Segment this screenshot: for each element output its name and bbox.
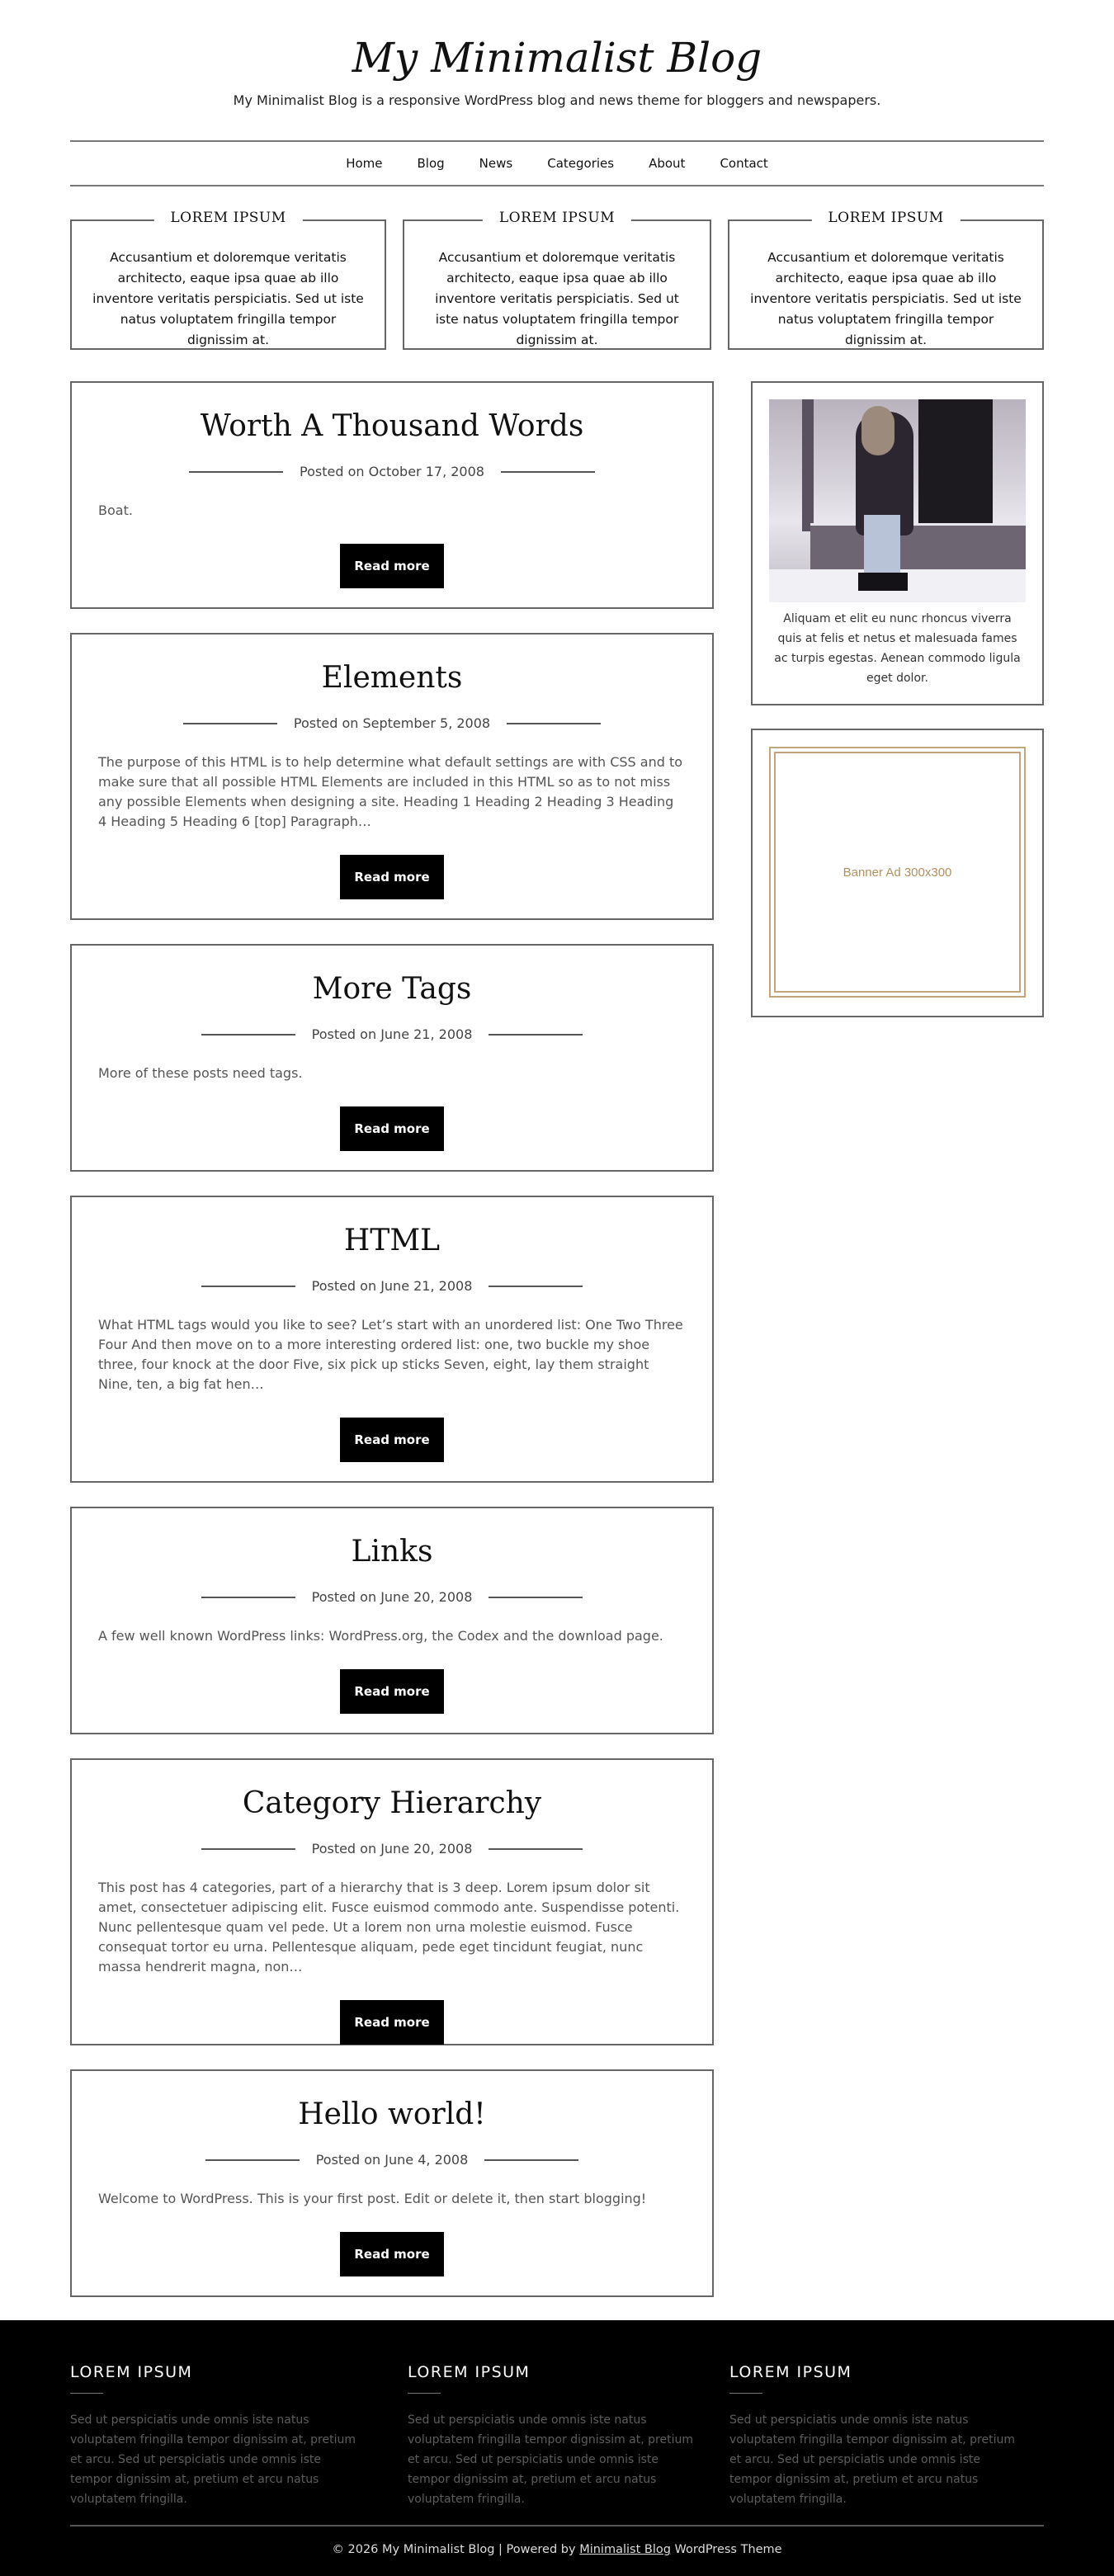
post-title[interactable]: More Tags	[312, 972, 472, 1006]
feature-title: LOREM IPSUM	[483, 210, 631, 226]
site-footer	[0, 2320, 1114, 2576]
feature-box	[70, 210, 386, 350]
banner-widget	[751, 729, 1044, 1017]
post-excerpt: Boat.	[98, 502, 133, 518]
photo-widget	[751, 381, 1044, 705]
footer-column-title: LOREM IPSUM	[408, 2363, 531, 2381]
post-meta	[72, 1589, 712, 1605]
site-title[interactable]: My Minimalist Blog	[352, 34, 762, 82]
site-description: My Minimalist Blog is a responsive WordPress blog and news theme for bloggers and newspapers.	[233, 92, 881, 108]
feature-text: Accusantium et doloremque veritatis architecto, eaque ipsa quae ab illo inventore veritatis perspiciatis. Sed ut iste natus voluptatem fringilla tempor dignissim at.	[435, 250, 679, 347]
post-title[interactable]: HTML	[343, 1224, 441, 1257]
post-title[interactable]: Links	[351, 1535, 433, 1569]
feature-title: LOREM IPSUM	[153, 210, 302, 226]
banner-ad[interactable]	[769, 747, 1026, 998]
main-nav	[70, 140, 1044, 186]
footer-column-text: Sed ut perspiciatis unde omnis iste natus voluptatem fringilla tempor dignissim at, pretium et arcu. Sed ut perspiciatis unde omnis iste tempor dignissim at, pretium et arcu natus voluptatem fringilla.	[408, 2413, 693, 2506]
nav-item-news[interactable]: News	[479, 156, 513, 171]
post-excerpt: The purpose of this HTML is to help determine what default settings are with CSS and to make sure that all possible HTML Elements are included in this HTML so as to not miss any possible Elements when designing a site. Heading 1 Heading 2 Heading 3 Heading 4 Heading 5 Heading 6 [top] Paragraph…	[98, 754, 683, 829]
post-date: Posted on June 20, 2008	[311, 1841, 473, 1857]
read-more-button[interactable]: Read more	[340, 1106, 444, 1151]
post-date: Posted on September 5, 2008	[293, 715, 491, 731]
post-title[interactable]: Hello world!	[298, 2097, 486, 2131]
read-more-button[interactable]: Read more	[340, 2232, 444, 2276]
post-title[interactable]: Worth A Thousand Words	[200, 409, 584, 443]
nav-item-categories[interactable]: Categories	[547, 156, 615, 171]
copyright-prefix: © 2026 My Minimalist Blog | Powered by	[332, 2543, 576, 2556]
nav-item-about[interactable]: About	[649, 156, 686, 171]
nav-item-contact[interactable]: Contact	[720, 156, 768, 171]
nav-item-home[interactable]: Home	[346, 156, 383, 171]
post-meta	[72, 1026, 712, 1042]
post-meta	[72, 1278, 712, 1294]
footer-column	[729, 2363, 1018, 2509]
post-card	[70, 1758, 714, 2045]
post-date: Posted on June 4, 2008	[315, 2152, 469, 2168]
feature-box	[728, 210, 1044, 350]
post-meta	[72, 1841, 712, 1857]
footer-column-text: Sed ut perspiciatis unde omnis iste natus voluptatem fringilla tempor dignissim at, pretium et arcu. Sed ut perspiciatis unde omnis iste tempor dignissim at, pretium et arcu natus voluptatem fringilla.	[729, 2413, 1015, 2506]
read-more-button[interactable]: Read more	[340, 544, 444, 588]
post-title[interactable]: Elements	[321, 661, 463, 695]
theme-link[interactable]: Minimalist Blog	[579, 2543, 671, 2556]
footer-divider	[70, 2525, 1044, 2526]
post-date: Posted on June 21, 2008	[311, 1026, 473, 1042]
copyright-suffix: WordPress Theme	[674, 2543, 782, 2556]
read-more-button[interactable]: Read more	[340, 1669, 444, 1714]
footer-column	[408, 2363, 696, 2509]
post-excerpt: This post has 4 categories, part of a hierarchy that is 3 deep. Lorem ipsum dolor sit amet, consectetuer adipiscing elit. Fusce euismod commodo ante. Suspendisse potenti. Nunc pellentesque quam vel pede. Ut a lorem non urna molestie euismod. Fusce consequat tortor eu urna. Pellentesque aliquam, pede eget tincidunt feugiat, nunc massa hendrerit magna, non…	[98, 1880, 680, 1974]
post-card	[70, 2069, 714, 2297]
read-more-button[interactable]: Read more	[340, 1418, 444, 1462]
copyright	[0, 2543, 1114, 2556]
feature-text: Accusantium et doloremque veritatis architecto, eaque ipsa quae ab illo inventore veritatis perspiciatis. Sed ut iste natus voluptatem fringilla tempor dignissim at.	[92, 250, 364, 347]
post-title[interactable]: Category Hierarchy	[242, 1786, 542, 1820]
footer-column-text: Sed ut perspiciatis unde omnis iste natus voluptatem fringilla tempor dignissim at, pretium et arcu. Sed ut perspiciatis unde omnis iste tempor dignissim at, pretium et arcu natus voluptatem fringilla.	[70, 2413, 356, 2506]
read-more-button[interactable]: Read more	[340, 2000, 444, 2045]
post-card	[70, 944, 714, 1172]
post-excerpt: More of these posts need tags.	[98, 1065, 303, 1081]
post-card	[70, 1507, 714, 1734]
post-card	[70, 1196, 714, 1483]
post-date: Posted on June 20, 2008	[311, 1589, 473, 1605]
post-date: Posted on October 17, 2008	[300, 464, 484, 479]
site-header	[0, 0, 1114, 140]
post-excerpt: A few well known WordPress links: WordPress.org, the Codex and the download page.	[98, 1628, 663, 1644]
post-meta	[72, 464, 712, 479]
feature-boxes	[70, 210, 1044, 350]
post-card	[70, 633, 714, 920]
post-date: Posted on June 21, 2008	[311, 1278, 473, 1294]
feature-box	[403, 210, 711, 350]
banner-ad-text: Banner Ad 300x300	[774, 752, 1021, 993]
feature-text: Accusantium et doloremque veritatis architecto, eaque ipsa quae ab illo inventore veritatis perspiciatis. Sed ut iste natus voluptatem fringilla tempor dignissim at.	[750, 250, 1022, 347]
sidebar-photo	[769, 399, 1026, 602]
feature-title: LOREM IPSUM	[811, 210, 960, 226]
post-excerpt: Welcome to WordPress. This is your first post. Edit or delete it, then start blogging!	[98, 2191, 647, 2206]
post-meta	[72, 715, 712, 731]
footer-column	[70, 2363, 359, 2509]
footer-column-title: LOREM IPSUM	[70, 2363, 193, 2381]
nav-item-blog[interactable]: Blog	[417, 156, 445, 171]
footer-column-title: LOREM IPSUM	[729, 2363, 852, 2381]
read-more-button[interactable]: Read more	[340, 855, 444, 899]
post-meta	[72, 2152, 712, 2168]
photo-caption: Aliquam et elit eu nunc rhoncus viverra quis at felis et netus et malesuada fames ac turpis egestas. Aenean commodo ligula eget dolor.	[774, 612, 1021, 685]
post-card	[70, 381, 714, 609]
post-excerpt: What HTML tags would you like to see? Let’s start with an unordered list: One Two Three Four And then move on to a more interesting ordered list: one, two buckle my shoe three, four knock at the door Five, six pick up sticks Seven, eight, lay them straight Nine, ten, a big fat hen…	[98, 1317, 683, 1392]
